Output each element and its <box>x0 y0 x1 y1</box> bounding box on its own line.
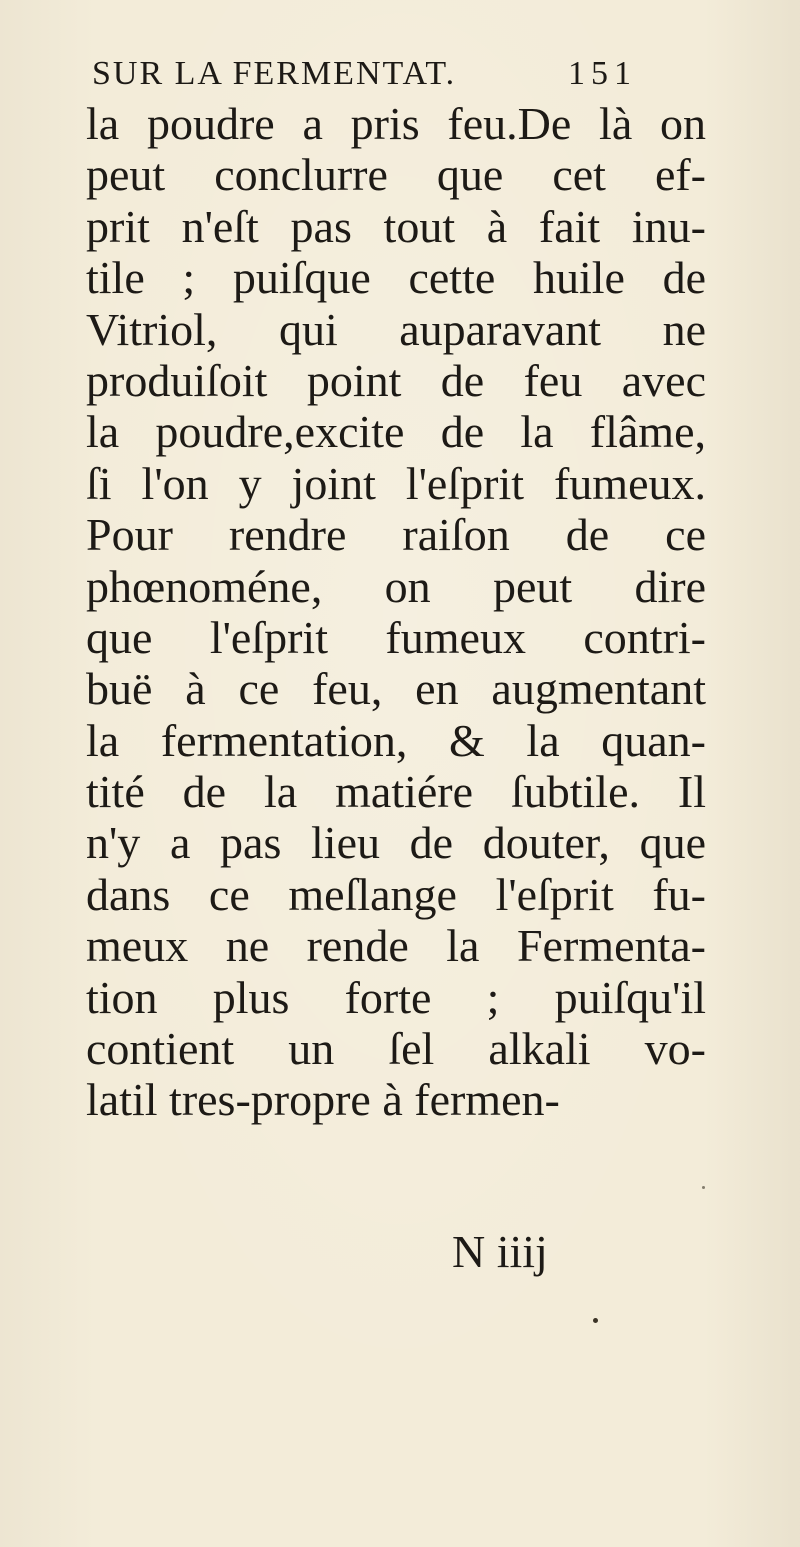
text-line: contient un ſel alkali vo- <box>86 1023 706 1075</box>
page-number: 151 <box>568 55 637 92</box>
body-text <box>86 98 706 1126</box>
text-line: buë à ce feu, en augmentant <box>86 663 706 715</box>
text-line: produiſoit point de feu avec <box>86 354 706 406</box>
text-line: la poudre,excite de la flâme, <box>86 406 706 458</box>
text-line: Vitriol, qui auparavant ne <box>86 303 706 355</box>
text-line: la fermentation, & la quan- <box>86 714 706 766</box>
text-line: n'y a pas lieu de douter, que <box>86 817 706 869</box>
paper-speck <box>702 1186 705 1189</box>
text-line: dans ce meſlange l'eſprit fu- <box>86 868 706 920</box>
text-line: que l'eſprit fumeux contri- <box>86 611 706 663</box>
text-line: prit n'eſt pas tout à fait inu- <box>86 200 706 252</box>
text-line: tité de la matiére ſubtile. Il <box>86 766 706 818</box>
text-line: la poudre a pris feu.De là on <box>86 98 706 149</box>
text-line: peut conclurre que cet ef- <box>86 149 706 201</box>
running-head: SUR LA FERMENTAT. <box>92 55 457 92</box>
text-line: tion plus forte ; puiſqu'il <box>86 971 706 1023</box>
text-line: ſi l'on y joint l'eſprit fumeux. <box>86 457 706 509</box>
text-line: tile ; puiſque cette huile de <box>86 252 706 304</box>
paper-speck <box>593 1318 598 1323</box>
text-line: latil tres-propre à fermen- <box>86 1074 560 1126</box>
text-line: Pour rendre raiſon de ce <box>86 509 706 561</box>
text-line: meux ne rende la Fermenta- <box>86 920 706 972</box>
text-line: phœnoméne, on peut dire <box>86 560 706 612</box>
signature-mark: N iiij <box>452 1226 548 1277</box>
